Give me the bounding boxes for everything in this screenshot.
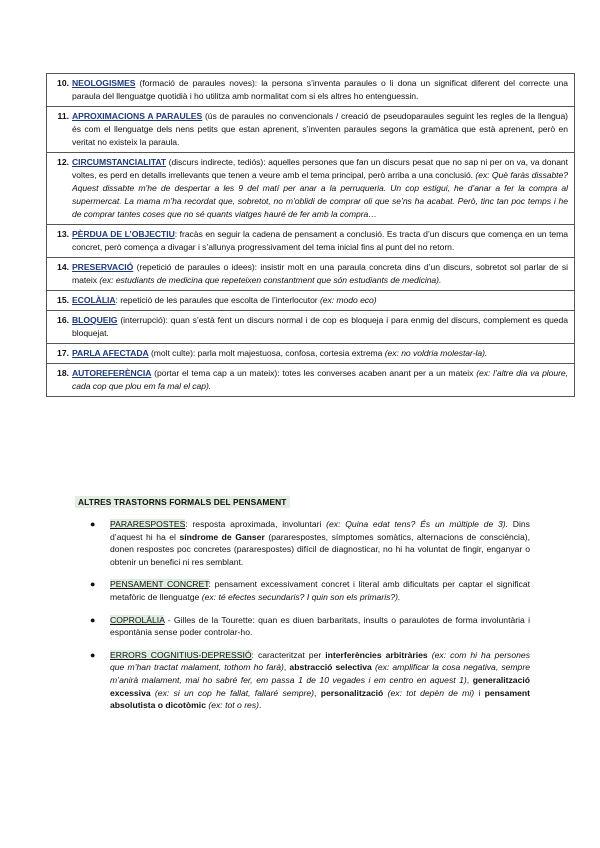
item-number: 16.: [57, 315, 69, 325]
bullet-icon: ●: [90, 614, 96, 625]
term-aproximacions: APROXIMACIONS A PARAULES: [72, 111, 203, 121]
list-item: ● COPROLÀLIA - Gilles de la Tourette: quan es diuen barbaritats, insults o paraulotes de forma involuntària i espontània sense poder controlar-ho.: [90, 614, 530, 638]
item-number: 10.: [57, 78, 69, 88]
table-row: [47, 74, 575, 107]
example-text: (ex: modo eco): [319, 295, 377, 305]
item-number: 18.: [57, 368, 69, 378]
item-number: 12.: [57, 157, 69, 167]
term-errors-cognitius: ERRORS COGNITIUS-DEPRESSIÓ: [110, 649, 252, 660]
example-text: (ex: no voldria molestar-la).: [384, 348, 488, 358]
table-row: [47, 153, 575, 225]
list-item: ● ERRORS COGNITIUS-DEPRESSIÓ: caracteritzat per interferències arbitràries (ex: com hi ha persones que m’han tractat malament, tothom ho farà), abstracció selectiva (ex: amplificar la cosa negativa, sempre m’anirà malament, mai ho sabré fer, em passa 1 de 10 vegades i em centro en aquest 1), generalització excessiva (ex: si un cop he fallat, fallaré sempre), personalització (ex: tot depèn de mi) i pensament absolutista o dicotòmic (ex: tot o res).: [90, 649, 530, 711]
term-pararespostes: PARARESPOSTES: [110, 519, 186, 529]
example-text: (ex: l’altre dia va ploure, cada cop que plou em fa mal el cap).: [72, 368, 568, 391]
bullet-icon: ●: [90, 519, 96, 529]
term-autoreferencia: AUTOREFERÈNCIA: [72, 368, 152, 378]
list-item: ● PARARESPOSTES: resposta aproximada, involuntari (ex: Quina edat tens? És un múltiple de 3). Dins d’aquest hi ha el síndrome de Ganser (pararespostes, símptomes somàtics, alternacions de consciència), donen respostes poc concretes (pararespostes) difícil de diagnosticar, no hi ha voluntat de fingir, enganyar o obtenir un benefici ni res semblant.: [90, 519, 530, 567]
item-text: PÈRDUA DE L’OBJECTIU: fracàs en seguir la cadena de pensament a conclusió. Es tracta d’un discurs que comença en un tema concret, però comença a divagar i s’allunya progressivament del tema inicial fins al punt del no retorn.: [72, 229, 568, 252]
table-row: [47, 311, 575, 344]
section-title: ALTRES TRASTORNS FORMALS DEL PENSAMENT: [75, 496, 290, 508]
disorders-table: [46, 73, 575, 397]
term-circumstancialitat: CIRCUMSTANCIALITAT: [72, 157, 167, 167]
table-row: [47, 107, 575, 153]
term-ecolalia: ECOLÀLIA: [72, 295, 116, 305]
item-number: 11.: [57, 111, 69, 121]
term-bloqueig: BLOQUEIG: [72, 315, 118, 325]
item-text: ECOLÀLIA: repetició de les paraules que escolta de l’interlocutor (ex: modo eco): [72, 295, 377, 305]
term-preservacio: PRESERVACIÓ: [72, 262, 134, 272]
item-number: 17.: [57, 348, 69, 358]
table-row: [47, 364, 575, 397]
term-pensament-concret: PENSAMENT CONCRET: [110, 579, 209, 590]
item-text: PARLA AFECTADA (molt culte): parla molt majestuosa, confosa, cortesia extrema (ex: no voldria molestar-la).: [72, 348, 488, 358]
item-number: 14.: [57, 262, 69, 272]
table-row: [47, 225, 575, 258]
term-coprolalia: COPROLÀLIA: [110, 614, 165, 625]
table-row: [47, 344, 575, 364]
list-item: ● PENSAMENT CONCRET: pensament excessivament concret i literal amb dificultats per captar el significat metafòric de llenguatge (ex: té efectes secundaris? I quin son els primaris?).: [90, 579, 530, 602]
term-neologismes: NEOLOGISMES: [72, 78, 136, 88]
example-text: (ex: estudiants de medicina que repeteixen constantment que són estudiants de medicina).: [99, 275, 442, 285]
bullet-icon: ●: [90, 649, 96, 660]
item-text: AUTOREFERÈNCIA (portar el tema cap a un mateix): totes les converses acaben anant per a un mateix (ex: l’altre dia va ploure, cada cop que plou em fa mal el cap).: [72, 368, 568, 391]
item-text: NEOLOGISMES (formació de paraules noves): la persona s’inventa paraules o li dona un significat diferent del correcte una paraula del llenguatge quotidià i ho utilitza amb normalitat com si els altres ho entenguessin.: [72, 78, 568, 101]
item-number: 13.: [57, 229, 69, 239]
table-row: [47, 258, 575, 291]
item-number: 15.: [57, 295, 69, 305]
other-disorders-list: [90, 518, 530, 722]
item-text: PRESERVACIÓ (repetició de paraules o idees): insistir molt en una paraula concreta dins d’un discurs, sobretot sol parlar de si mateix (ex: estudiants de medicina que repeteixen constantment que són estudiants de medicina).: [72, 262, 568, 285]
example-text: (ex: Què faràs dissabte? Aquest dissabte m’he de despertar a les 9 del matí per anar a la perruqueria. Un cop estigui, he d’anar a fer la compra al supermercat. La mama m’ha recordat que, sobretot, no m’oblidi de comprar oli que se’ns ha acabat. Però, tinc tan poc temps i he de comprar tantes coses que no sé quants viatges hauré de fer amb la compra…: [72, 170, 568, 219]
item-text: CIRCUMSTANCIALITAT (discurs indirecte, tediós): aquelles persones que fan un discurs pesat que no sap ni per on va, va donant voltes, es perd en detalls irrellevants que tenen a veure amb el tema principal, però arriba a una conclusió. (ex: Què faràs dissabte? Aquest dissabte m’he de despertar a les 9 del matí per anar a la perruqueria. Un cop estigui, he d’anar a fer la compra al supermercat. La mama m’ha recordat que, sobretot, no m’oblidi de comprar oli que se’ns ha acabat. Però, tinc tan poc temps i he de comprar tantes coses que no sé quants viatges hauré de fer amb la compra…: [72, 157, 568, 219]
term-parla-afectada: PARLA AFECTADA: [72, 348, 149, 358]
bullet-icon: ●: [90, 579, 96, 590]
table-row: [47, 291, 575, 311]
item-text: BLOQUEIG (interrupció): quan s’està fent un discurs normal i de cop es bloqueja i para enmig del discurs, complement es queda bloquejat.: [72, 315, 568, 338]
term-perdua-objectiu: PÈRDUA DE L’OBJECTIU: [72, 229, 175, 239]
item-text: APROXIMACIONS A PARAULES (ús de paraules no convencionals / creació de pseudoparaules seguint les regles de la llengua) és com el llenguatge dels nens petits que estan aprenent, s’inventen paraules segons la gramàtica que està aprenent, però en veritat no existeix la paraula.: [72, 111, 568, 147]
